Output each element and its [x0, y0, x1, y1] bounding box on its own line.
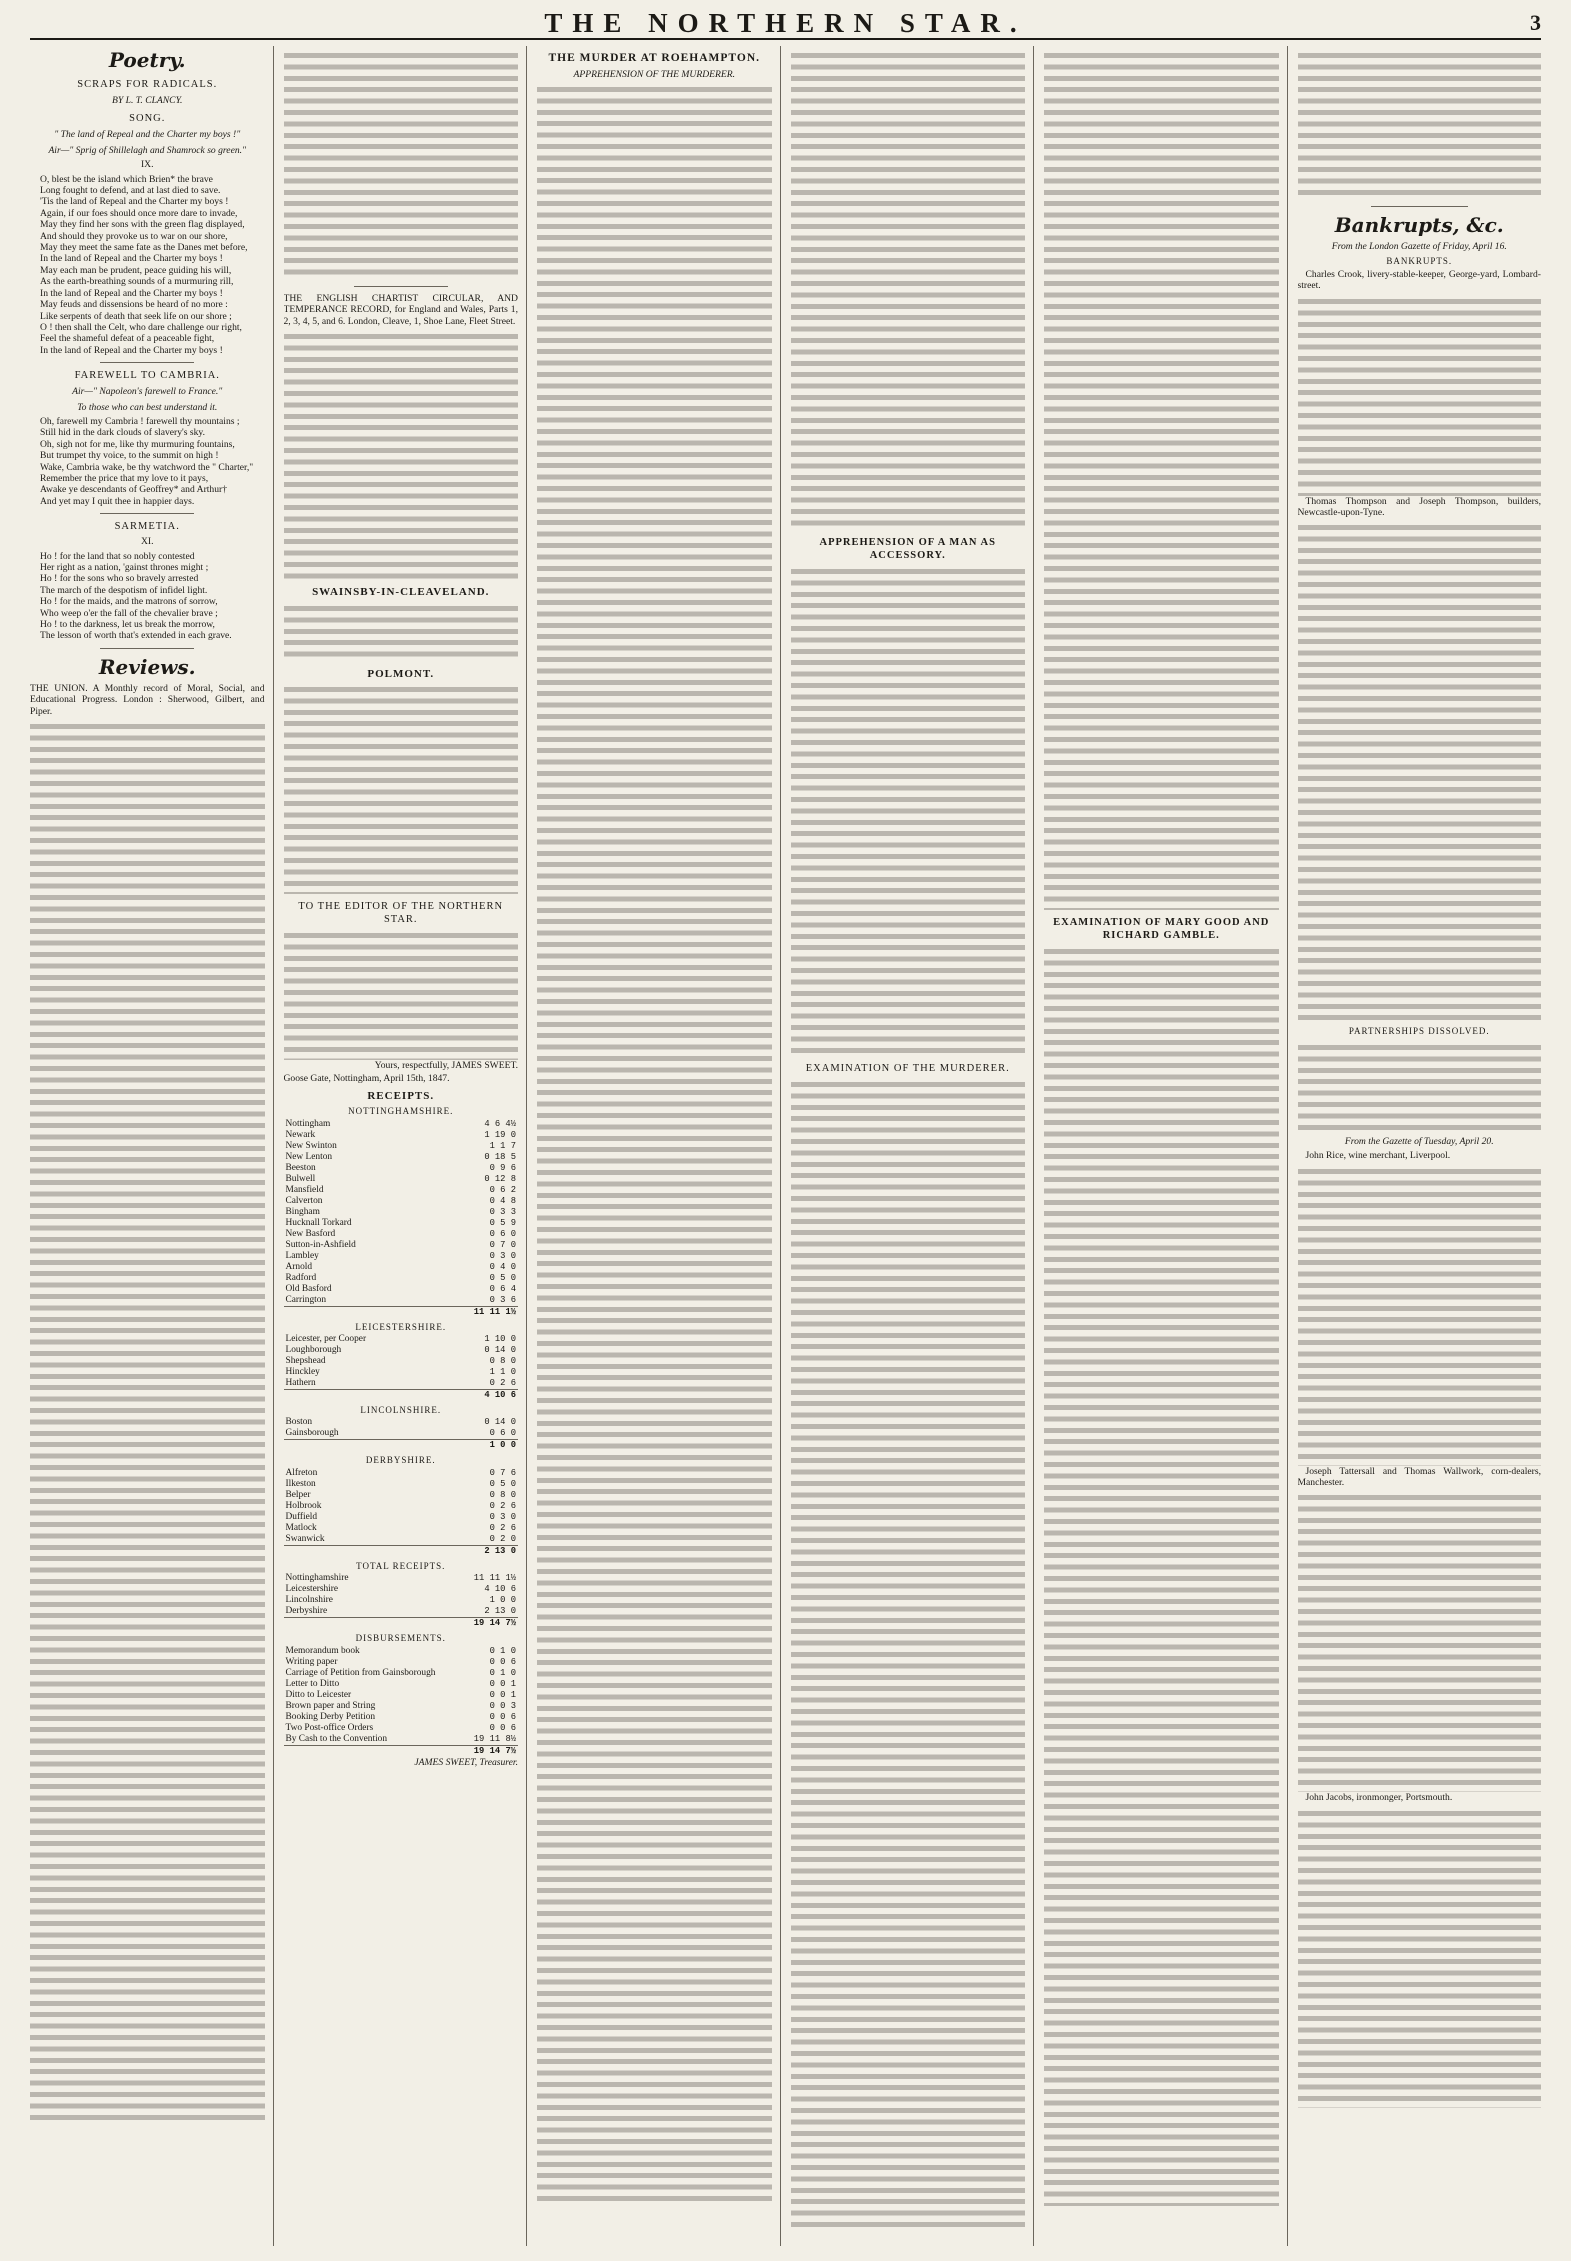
item-name: Carriage of Petition from Gainsborough [285, 1667, 436, 1678]
table-row [284, 1251, 519, 1262]
poem2-title: FAREWELL TO CAMBRIA. [74, 370, 220, 382]
group-total-row [284, 1440, 519, 1452]
article-text-block [1298, 522, 1542, 1022]
verse-line: Ho ! for the sons who so bravely arrested [40, 573, 199, 585]
column-4 [791, 46, 1035, 2246]
amount: 0 4 0 [489, 1261, 516, 1272]
table-row [284, 1573, 519, 1584]
table-row [284, 1657, 519, 1668]
item-name: Booking Derby Petition [285, 1711, 376, 1722]
verse-line: Oh, farewell my Cambria ! farewell thy mountains ; [40, 415, 240, 427]
table-row [284, 1295, 519, 1307]
letter-heading: TO THE EDITOR OF THE NORTHERN STAR. [298, 901, 504, 926]
table-row [284, 1512, 519, 1523]
place-name: Carrington [285, 1294, 327, 1305]
poem3-body [30, 536, 265, 642]
disbursements-total: 19 14 7½ [454, 1745, 518, 1757]
table-row [284, 1174, 519, 1185]
table-row [284, 1606, 519, 1618]
circular-review-heading: THE ENGLISH CHARTIST CIRCULAR, AND TEMPERANCE RECORD, for England and Wales, Parts 1, 2, 3, 4, 5, and 6. London, Cleave, 1, Shoe Lane, Fleet Street. [283, 293, 518, 327]
table-row [284, 1141, 519, 1152]
verse-line: As the earth-breathing sounds of a murmuring rill, [40, 276, 234, 288]
table-row [284, 1501, 519, 1512]
column-2 [284, 46, 528, 2246]
amount: 1 0 0 [489, 1595, 516, 1606]
article-text-block [1298, 50, 1542, 200]
bankrupts-label: BANKRUPTS. [1386, 256, 1453, 267]
county-name: Nottinghamshire [285, 1573, 349, 1584]
place-name: Alfreton [285, 1467, 318, 1478]
article-text-block [1044, 946, 1279, 2206]
page-number: 3 [1530, 10, 1541, 35]
amount: 0 3 3 [489, 1206, 516, 1217]
table-row [284, 1218, 519, 1229]
place-name: Swanwick [285, 1533, 325, 1544]
column-1 [30, 46, 274, 2246]
receipts-table [284, 1091, 519, 1768]
table-row [284, 1734, 519, 1746]
amount: 0 8 0 [489, 1489, 516, 1500]
verse-line: Again, if our foes should once more dare to invade, [40, 207, 238, 219]
table-row [284, 1262, 519, 1273]
bankrupt-entry: Joseph Tattersall and Thomas Wallwork, corn-dealers, Manchester. [1297, 1465, 1541, 1489]
disbursements-heading: DISBURSEMENTS. [355, 1633, 446, 1644]
place-name: Calverton [285, 1195, 323, 1206]
verse-line: 'Tis the land of Repeal and the Charter my boys ! [40, 196, 229, 208]
polmont-heading: POLMONT. [367, 667, 435, 680]
place-name: Hucknall Torkard [285, 1217, 352, 1228]
table-row [284, 1712, 519, 1723]
poem1-numeral: IX. [140, 159, 154, 171]
verse-line: Like serpents of death that seek life on our shore ; [40, 310, 232, 322]
poem2-body [30, 416, 265, 507]
group-total-row [284, 1306, 519, 1318]
county-name: Leicestershire [285, 1584, 339, 1595]
receipts-group-title: LINCOLNSHIRE. [360, 1405, 442, 1416]
item-name: By Cash to the Convention [285, 1733, 388, 1744]
verse-line: Oh, sigh not for me, like thy murmuring fountains, [40, 438, 235, 450]
table-row [284, 1207, 519, 1218]
column-5 [1044, 46, 1288, 2246]
place-name: Nottingham [285, 1118, 331, 1129]
murder-article-subtitle: APPREHENSION OF THE MURDERER. [573, 69, 735, 80]
amount: 0 7 6 [489, 1467, 516, 1478]
amount: 0 0 6 [489, 1722, 516, 1733]
summary-total-row [284, 1618, 519, 1630]
amount: 0 3 0 [489, 1250, 516, 1261]
article-text-block [791, 1079, 1026, 2229]
amount: 0 14 0 [484, 1345, 516, 1356]
receipts-group-lincolnshire [284, 1417, 519, 1451]
amount: 1 19 0 [484, 1129, 516, 1140]
group-total: 11 11 1½ [454, 1306, 518, 1318]
place-name: Old Basford [285, 1283, 332, 1294]
verse-line: Ho ! to the darkness, let us break the morrow, [40, 619, 215, 631]
article-text-block [1298, 1808, 1542, 2108]
receipts-group-nottinghamshire [284, 1119, 519, 1318]
divider [1371, 206, 1468, 207]
treasurer-signature: JAMES SWEET, Treasurer. [414, 1756, 518, 1768]
amount: 0 6 0 [489, 1428, 516, 1439]
amount: 0 4 8 [489, 1195, 516, 1206]
county-name: Lincolnshire [285, 1595, 333, 1606]
verse-line: May they find her sons with the green flag displayed, [40, 219, 245, 231]
article-text-block [30, 721, 265, 2121]
verse-line: The lesson of worth that's extended in each grave. [40, 630, 232, 642]
article-text-block [1298, 1492, 1542, 1792]
amount: 19 11 8½ [473, 1733, 516, 1744]
amount: 0 8 0 [489, 1356, 516, 1367]
gazette-dateline-1: From the London Gazette of Friday, April 16. [1331, 241, 1507, 252]
verse-line: O ! then shall the Celt, who dare challenge our right, [40, 321, 242, 333]
place-name: Belper [285, 1489, 311, 1500]
divider [100, 513, 194, 514]
letter-dateline: Goose Gate, Nottingham, April 15th, 1847. [283, 1073, 450, 1085]
disbursements-table [284, 1646, 519, 1757]
column-3 [537, 46, 781, 2246]
amount: 1 1 0 [489, 1367, 516, 1378]
article-text-block [791, 566, 1026, 1056]
place-name: Radford [285, 1272, 317, 1283]
amount: 0 0 6 [489, 1711, 516, 1722]
place-name: Loughborough [285, 1345, 342, 1356]
reviews-heading: Reviews. [98, 654, 196, 679]
gazette-dateline-2: From the Gazette of Tuesday, April 20. [1344, 1135, 1494, 1147]
verse-line: In the land of Repeal and the Charter my boys ! [40, 344, 223, 356]
place-name: Lambley [285, 1250, 319, 1261]
amount: 0 2 6 [489, 1378, 516, 1389]
verse-line: May feuds and dissensions be heard of no more : [40, 299, 228, 311]
poem2-dedication: To those who can best understand it. [77, 401, 218, 413]
table-row [284, 1185, 519, 1196]
article-text-block [284, 50, 519, 280]
place-name: Holbrook [285, 1500, 322, 1511]
page-columns [30, 46, 1541, 2246]
bankrupt-entry: John Jacobs, ironmonger, Portsmouth. [1305, 1792, 1453, 1804]
divider [354, 286, 448, 287]
amount: 0 2 6 [489, 1500, 516, 1511]
receipts-group-derbyshire [284, 1468, 519, 1557]
divider [100, 362, 194, 363]
place-name: Gainsborough [285, 1428, 339, 1439]
disbursements-total-row [284, 1745, 519, 1757]
table-row [284, 1679, 519, 1690]
amount: 0 0 6 [489, 1656, 516, 1667]
table-row [284, 1130, 519, 1141]
place-name: Newark [285, 1129, 316, 1140]
verse-line: May each man be prudent, peace guiding his will, [40, 264, 232, 276]
article-text-block [284, 684, 519, 894]
table-row [284, 1523, 519, 1534]
verse-line: In the land of Repeal and the Charter my boys ! [40, 287, 223, 299]
verse-line: Still hid in the dark clouds of slavery's sky. [40, 427, 205, 439]
swainsby-heading: SWAINSBY-IN-CLEAVELAND. [312, 586, 490, 599]
newspaper-title: THE NORTHERN STAR. [544, 8, 1027, 38]
amount: 0 0 1 [489, 1689, 516, 1700]
table-row [284, 1668, 519, 1679]
place-name: Duffield [285, 1511, 318, 1522]
amount: 11 11 1½ [473, 1573, 516, 1584]
bankrupts-heading: Bankrupts, &c. [1334, 213, 1504, 237]
column-6 [1298, 46, 1542, 2246]
verse-line: Wake, Cambria wake, be thy watchword the " Charter," [40, 461, 254, 473]
place-name: Arnold [285, 1261, 313, 1272]
receipts-group-title: NOTTINGHAMSHIRE. [348, 1106, 454, 1117]
amount: 0 18 5 [484, 1151, 516, 1162]
verse-line: Ho ! for the land that so nobly contested [40, 550, 195, 562]
table-row [284, 1229, 519, 1240]
item-name: Letter to Ditto [285, 1678, 340, 1689]
table-row [284, 1284, 519, 1295]
article-text-block [1044, 50, 1279, 910]
article-text-block [1298, 1042, 1542, 1132]
verse-line: Feel the shameful defeat of a peaceable fight, [40, 333, 215, 345]
table-row [284, 1595, 519, 1606]
amount: 0 3 0 [489, 1511, 516, 1522]
table-row [284, 1479, 519, 1490]
letter-text-block [284, 930, 519, 1060]
amount: 0 1 0 [489, 1667, 516, 1678]
table-row [284, 1701, 519, 1712]
place-name: Bingham [285, 1206, 320, 1217]
item-name: Two Post-office Orders [285, 1722, 374, 1733]
item-name: Memorandum book [285, 1645, 360, 1656]
murder-article-title: THE MURDER AT ROEHAMPTON. [548, 52, 761, 64]
bankrupt-entry: Charles Crook, livery-stable-keeper, George-yard, Lombard-street. [1297, 268, 1541, 292]
poem3-numeral: XI. [140, 536, 154, 548]
verse-line: The march of the despotism of infidel light. [40, 584, 208, 596]
accessory-heading: APPREHENSION OF A MAN AS ACCESSORY. [819, 537, 996, 561]
table-row [284, 1428, 519, 1440]
poetry-heading: Poetry. [108, 48, 186, 72]
summary-total: 19 14 7½ [454, 1618, 518, 1630]
verse-line: And should they provoke us to war on our shore, [40, 230, 228, 242]
amount: 0 3 6 [489, 1294, 516, 1305]
amount: 4 6 4½ [484, 1118, 516, 1129]
table-row [284, 1119, 519, 1130]
receipts-group-title: LEICESTERSHIRE. [355, 1321, 447, 1332]
place-name: New Swinton [285, 1140, 337, 1151]
poem1-epigraph: " The land of Repeal and the Charter my boys !" [54, 129, 241, 141]
group-total: 2 13 0 [454, 1545, 518, 1557]
table-row [284, 1152, 519, 1163]
verse-line: May they meet the same fate as the Danes met before, [40, 242, 248, 254]
place-name: Boston [285, 1417, 313, 1428]
amount: 0 6 4 [489, 1283, 516, 1294]
place-name: Hathern [285, 1378, 316, 1389]
verse-line: Long fought to defend, and at last died to save. [40, 185, 221, 197]
amount: 0 0 3 [489, 1700, 516, 1711]
partnerships-label: PARTNERSHIPS DISSOLVED. [1348, 1026, 1490, 1037]
amount: 0 2 0 [489, 1533, 516, 1544]
group-total: 1 0 0 [454, 1440, 518, 1452]
place-name: Beeston [285, 1162, 316, 1173]
table-row [284, 1646, 519, 1657]
verse-line: In the land of Repeal and the Charter my boys ! [40, 253, 223, 265]
verse-line: Awake ye descendants of Geoffrey* and Arthur† [40, 484, 228, 496]
amount: 0 5 0 [489, 1478, 516, 1489]
item-name: Ditto to Leicester [285, 1689, 352, 1700]
poem1-body [30, 159, 265, 356]
amount: 0 6 2 [489, 1184, 516, 1195]
group-total-row [284, 1390, 519, 1402]
amount: 0 5 0 [489, 1272, 516, 1283]
review-heading: THE UNION. A Monthly record of Moral, Social, and Educational Progress. London : Sherwood, Gilbert, and Piper. [30, 682, 265, 717]
poem3-title: SARMETIA. [114, 521, 180, 533]
table-row [284, 1163, 519, 1174]
place-name: Hinckley [285, 1367, 320, 1378]
place-name: Matlock [285, 1522, 317, 1533]
receipts-heading: RECEIPTS. [367, 1089, 435, 1102]
place-name: New Lenton [285, 1151, 333, 1162]
amount: 2 13 0 [484, 1606, 516, 1617]
table-row [284, 1356, 519, 1367]
table-row [284, 1490, 519, 1501]
place-name: Bulwell [285, 1173, 316, 1184]
verse-line: And yet may I quit thee in happier days. [40, 495, 195, 507]
place-name: Mansfield [285, 1184, 324, 1195]
summary-heading: TOTAL RECEIPTS. [356, 1560, 446, 1571]
poem1-title: SCRAPS FOR RADICALS. [77, 79, 218, 90]
table-row [284, 1367, 519, 1378]
amount: 0 0 1 [489, 1678, 516, 1689]
poem1-kind: SONG. [129, 113, 166, 125]
place-name: Leicester, per Cooper [285, 1334, 367, 1345]
table-row [284, 1378, 519, 1390]
verse-line: O, blest be the island which Brien* the brave [40, 173, 213, 185]
amount: 0 7 0 [489, 1239, 516, 1250]
table-row [284, 1240, 519, 1251]
letter-signature: Yours, respectfully, JAMES SWEET. [374, 1060, 518, 1072]
amount: 0 2 6 [489, 1522, 516, 1533]
article-text-block [1298, 1166, 1542, 1466]
verse-line: Remember the price that my love to it pays, [40, 472, 209, 484]
item-name: Brown paper and String [285, 1700, 376, 1711]
divider [100, 648, 194, 649]
article-text-block [284, 603, 519, 663]
verse-line: But trumpet thy voice, to the summit on high ! [40, 450, 219, 462]
verse-line: Who weep o'er the fall of the chevalier brave ; [40, 607, 218, 619]
bankrupt-entry: Thomas Thompson and Joseph Thompson, builders, Newcastle-upon-Tyne. [1297, 495, 1541, 519]
place-name: Ilkeston [285, 1478, 316, 1489]
receipts-summary [284, 1573, 519, 1629]
good-gamble-heading: EXAMINATION OF MARY GOOD AND RICHARD GAMBLE. [1053, 917, 1270, 941]
table-row [284, 1334, 519, 1345]
amount: 0 12 8 [484, 1173, 516, 1184]
place-name: Shepshead [285, 1356, 326, 1367]
receipts-group-leicestershire [284, 1334, 519, 1401]
place-name: New Basford [285, 1228, 336, 1239]
group-total-row [284, 1545, 519, 1557]
article-text-block [1298, 296, 1542, 496]
table-row [284, 1468, 519, 1479]
table-row [284, 1584, 519, 1595]
amount: 0 5 9 [489, 1217, 516, 1228]
bankrupt-entry: John Rice, wine merchant, Liverpool. [1305, 1150, 1451, 1162]
amount: 1 10 0 [484, 1334, 516, 1345]
amount: 0 1 0 [489, 1645, 516, 1656]
table-row [284, 1196, 519, 1207]
poem1-author: BY L. T. CLANCY. [112, 95, 183, 106]
receipts-group-title: DERBYSHIRE. [365, 1455, 436, 1466]
amount: 0 9 6 [489, 1162, 516, 1173]
article-text-block [284, 331, 519, 581]
poem1-air: Air—" Sprig of Shillelagh and Shamrock so green." [48, 144, 247, 156]
table-row [284, 1417, 519, 1428]
verse-line: Her right as a nation, 'gainst thrones might ; [40, 562, 209, 573]
examination-heading: EXAMINATION OF THE MURDERER. [805, 1063, 1010, 1074]
amount: 4 10 6 [484, 1584, 516, 1595]
table-row [284, 1345, 519, 1356]
verse-line: Ho ! for the maids, and the matrons of sorrow, [40, 596, 218, 608]
table-row [284, 1690, 519, 1701]
article-text-block [791, 50, 1026, 530]
table-row [284, 1534, 519, 1546]
amount: 0 6 0 [489, 1228, 516, 1239]
poem2-air: Air—" Napoleon's farewell to France." [72, 386, 223, 398]
group-total: 4 10 6 [454, 1390, 518, 1402]
article-text-block [537, 84, 772, 2204]
place-name: Sutton-in-Ashfield [285, 1239, 356, 1250]
amount: 1 1 7 [489, 1140, 516, 1151]
table-row [284, 1273, 519, 1284]
table-row [284, 1723, 519, 1734]
masthead [30, 8, 1541, 40]
amount: 0 14 0 [484, 1417, 516, 1428]
county-name: Derbyshire [285, 1606, 328, 1617]
item-name: Writing paper [285, 1656, 338, 1667]
